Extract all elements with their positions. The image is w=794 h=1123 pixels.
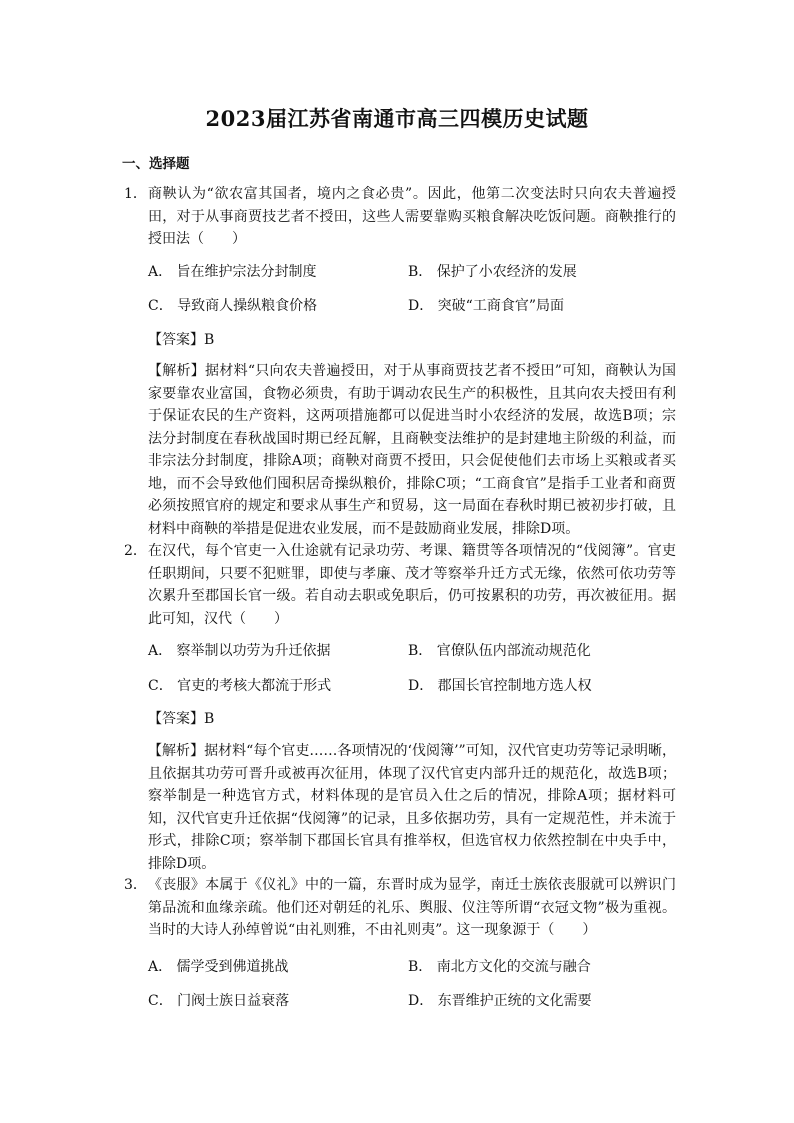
answer-label: 【答案】B (148, 332, 215, 348)
question-number: 3． (124, 877, 147, 893)
question-1 (124, 183, 676, 251)
option-d: D． 郡国长官控制地方选人权 (408, 678, 592, 694)
option-b: B． 保护了小农经济的发展 (408, 264, 577, 280)
question-2 (124, 540, 676, 630)
section-heading: 一、选择题 (122, 156, 190, 172)
explanation: 【解析】据材料“每个官吏……各项情况的‘伐阅簿’”可知，汉代官吏功劳等记录明晰，且依据其功劳可晋升或被再次征用，体现了汉代官吏内部升迁的规范化，故选B项；察举制是一种选官方式，材料体现的是官员入仕之后的情况，排除A项；据材料可知，汉代官吏升迁依据“伐阅簿”的记录，且多依据功劳，具有一定规范性，并未流于形式，排除C项；察举制下郡国长官具有推举权，但选官权力依然控制在中央手中，排除D项。 (148, 743, 676, 872)
option-a: A． 儒学受到佛道挑战 (148, 959, 289, 975)
option-a: A． 察举制以功劳为升迁依据 (148, 643, 331, 659)
option-c: C． 官吏的考核大都流于形式 (148, 678, 332, 694)
question-3 (124, 874, 676, 942)
explanation: 【解析】据材料“只向农夫普遍授田，对于从事商贾技艺者不授田”可知，商鞅认为国家要靠农业富国，食物必须贵，有助于调动农民生产的积极性，且其向农夫授田有利于保证农民的生产资料，这两项措施都可以促进当时小农经济的发展，故选B项；宗法分封制度在春秋战国时期已经瓦解，且商鞅变法维护的是封建地主阶级的利益，而非宗法分封制度，排除A项；商鞅对商贾不授田，只会促使他们去市场上买粮或者买地，而不会导致他们囤积居奇操纵粮价，排除C项；“工商食官”是指手工业者和商贾必须按照官府的规定和要求从事生产和贸易，这一局面在春秋时期已被初步打破，且材料中商鞅的举措是促进农业发展，而不是鼓励商业发展，排除D项。 (148, 363, 676, 537)
question-number: 1． (124, 186, 147, 202)
option-d: D． 突破“工商食官”局面 (408, 298, 564, 314)
option-d: D． 东晋维护正统的文化需要 (408, 993, 592, 1009)
question-stem: 在汉代，每个官吏一入仕途就有记录功劳、考课、籍贯等各项情况的“伐阅簿”。官吏任职期间，只要不犯赃罪，即使与孝廉、茂才等察举升迁方式无缘，依然可依功劳等次累升至郡国长官一级。若自动去职或免职后，仍可按累积的功劳，再次被征用。据此可知，汉代（ ） (148, 543, 676, 627)
option-b: B． 南北方文化的交流与融合 (408, 959, 591, 975)
question-stem: 《丧服》本属于《仪礼》中的一篇，东晋时成为显学，南迁士族依丧服就可以辨识门第品流和血缘亲疏。他们还对朝廷的礼乐、舆服、仪注等所谓“衣冠文物”极为重视。当时的大诗人孙绰曾说“由礼则雅，不由礼则夷”。这一现象源于（ ） (148, 877, 676, 938)
option-b: B． 官僚队伍内部流动规范化 (408, 643, 591, 659)
option-c: C． 门阀士族日益衰落 (148, 993, 290, 1009)
question-stem: 商鞅认为“欲农富其国者，境内之食必贵”。因此，他第二次变法时只向农夫普遍授田，对于从事商贾技艺者不授田，这些人需要靠购买粮食解决吃饭问题。商鞅推行的授田法（ ） (148, 186, 676, 247)
page-title: 2023届江苏省南通市高三四模历史试题 (205, 106, 589, 131)
option-c: C． 导致商人操纵粮食价格 (148, 298, 318, 314)
answer-label: 【答案】B (148, 711, 215, 727)
question-number: 2． (124, 543, 147, 559)
option-a: A． 旨在维护宗法分封制度 (148, 264, 317, 280)
